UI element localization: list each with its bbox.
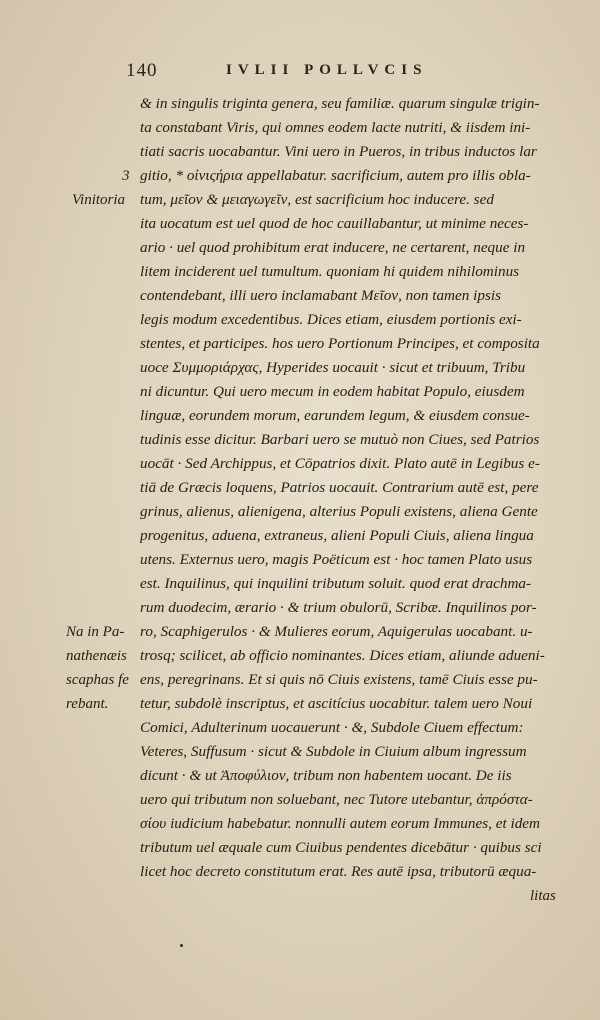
text-line: grinus, alienus, alienigena, alterius Populi existens, aliena Gente — [140, 503, 538, 520]
text-line: σίου iudicium habebatur. nonnulli autem eorum Immunes, et idem — [140, 815, 541, 832]
margin-note: 3 — [122, 168, 130, 184]
running-title: IVLII POLLVCIS — [226, 62, 428, 78]
ink-speck — [180, 944, 183, 947]
catchword: litas — [530, 888, 556, 904]
text-line: dicunt · & ut Ἀποφύλιον, tribum non habentem uocant. De iis — [140, 767, 512, 784]
text-line: tiā de Græcis loquens, Patrios uocauit. Contrarium autē est, pere — [140, 479, 539, 496]
text-line: rum duodecim, ærario · & trium obulorū, Scribæ. Inquilinos por- — [140, 599, 537, 616]
text-line: uero qui tributum non soluebant, nec Tutore utebantur, ἀπρόστα- — [140, 791, 533, 808]
text-line: litem inciderent uel tumultum. quoniam hi quidem nihilominus — [140, 263, 520, 280]
text-line: legis modum excedentibus. Dices etiam, eiusdem portionis exi- — [140, 311, 522, 328]
margin-note: Vinitoria — [72, 192, 126, 208]
text-line: est. Inquilinus, qui inquilini tributum soluit. quod erat drachma- — [140, 575, 532, 592]
text-line: ni dicuntur. Qui uero mecum in eodem habitat Populo, eiusdem — [140, 383, 525, 400]
page-header — [126, 60, 521, 86]
text-line: ita uocatum est uel quod de hoc cauillabantur, ut minime neces- — [140, 215, 529, 232]
text-line: stentes, et participes. hos uero Portionum Principes, et composita — [140, 335, 540, 352]
text-line: ta constabant Viris, qui omnes eodem lacte nutriti, & iisdem ini- — [140, 119, 531, 136]
text-line: ario · uel quod prohibitum erat inducere, ne certarent, neque in — [140, 239, 526, 256]
margin-note: scaphas fe — [66, 672, 129, 688]
text-line: tetur, subdolè inscriptus, et ascitícius uocabitur. talem uero Noui — [140, 695, 533, 712]
text-line: ro, Scaphigerulos · & Mulieres eorum, Aquigerulas uocabant. u- — [140, 623, 533, 640]
text-line: ens, peregrinans. Et si quis nō Ciuis existens, tamē Ciuis esse pu- — [140, 671, 538, 688]
text-line: tum, μεῖον & μειαγωγεῖν, est sacrificium hoc inducere. sed — [140, 191, 494, 208]
text-line: linguæ, eorundem morum, earundem legum, & eiusdem consue- — [140, 407, 530, 424]
text-line: & in singulis triginta genera, seu familiæ. quarum singulæ trigin- — [140, 95, 540, 112]
text-line: Comici, Adulterinum uocauerunt · &, Subdole Ciuem effectum: — [140, 719, 524, 736]
text-line: trosq; scilicet, ab officio nominantes. Dices etiam, aliunde adueni- — [140, 647, 545, 664]
text-line: uoce Συμμοριάρχας, Hyperides uocauit · sicut et tribuum, Tribu — [140, 359, 526, 376]
margin-note: nathenæis — [66, 648, 127, 664]
text-line: licet hoc decreto constitutum erat. Res autē ipsa, tributorū æqua- — [140, 863, 537, 880]
text-line: contendebant, illi uero inclamabant Μεῖον, non tamen ipsis — [140, 287, 502, 304]
page-number: 140 — [126, 60, 158, 81]
margin-note: rebant. — [66, 696, 109, 712]
text-line: Veteres, Suffusum · sicut & Subdole in Ciuium album ingressum — [140, 743, 527, 760]
margin-note: Na in Pa- — [66, 624, 125, 640]
text-line: tiati sacris uocabantur. Vini uero in Pueros, in tribus inductos lar — [140, 143, 537, 160]
text-line: uocāt · Sed Archippus, et Cōpatrios dixit. Plato autē in Legibus e- — [140, 455, 540, 472]
text-line: utens. Externus uero, magis Poëticum est · hoc tamen Plato usus — [140, 551, 533, 568]
text-line: tributum uel æquale cum Ciuibus pendentes dicebātur · quibus sci — [140, 839, 542, 856]
text-line: tudinis esse dicitur. Barbari uero se mutuò non Ciues, sed Patrios — [140, 431, 540, 448]
text-line: gitio, * οἰνιςήρια appellabatur. sacrificium, autem pro illis obla- — [140, 167, 531, 184]
text-line: progenitus, aduena, extraneus, alieni Populi Ciuis, aliena lingua — [140, 527, 534, 544]
